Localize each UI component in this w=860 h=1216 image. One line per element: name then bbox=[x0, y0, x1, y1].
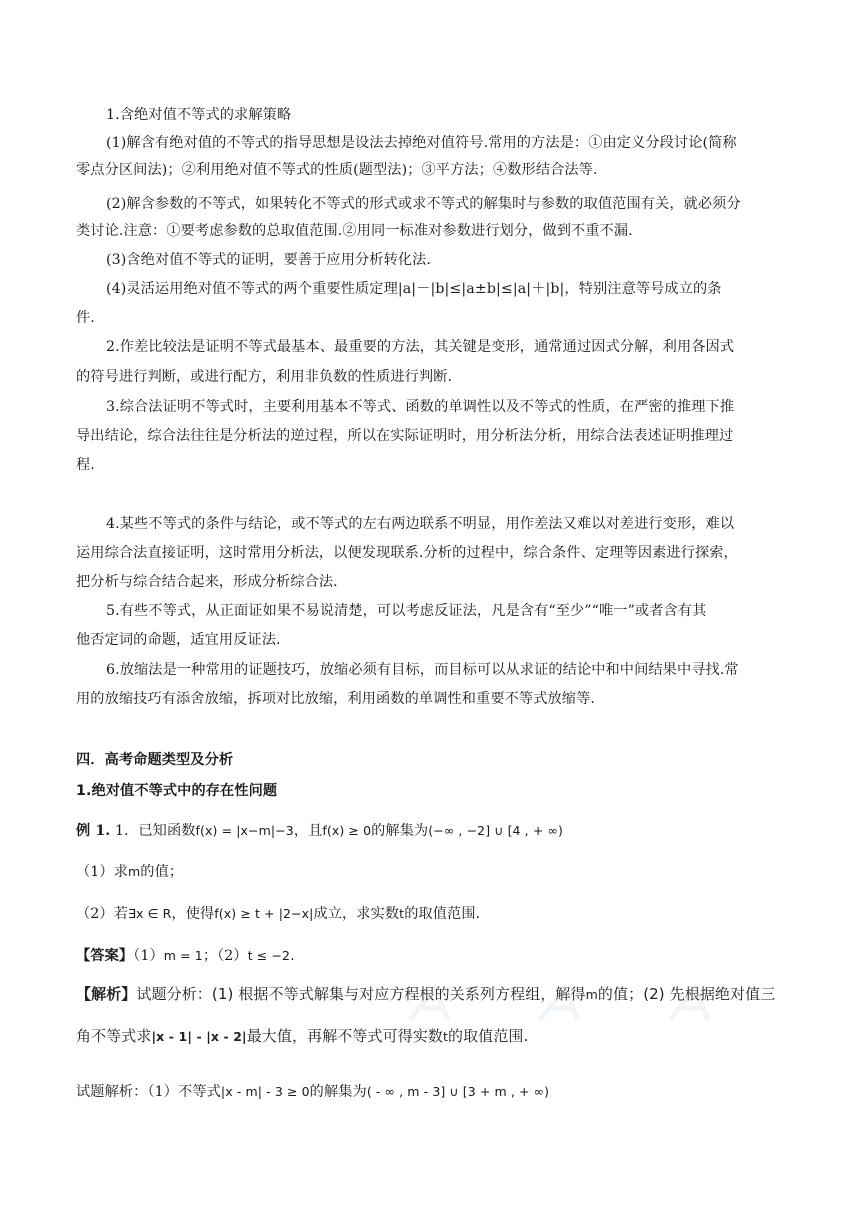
strategy-item-2-line-1: (2)解含参数的不等式，如果转化不等式的形式或求不等式的解集时与参数的取值范围有关，就必须分 bbox=[106, 196, 741, 212]
subsection-heading: 1.绝对值不等式中的存在性问题 bbox=[76, 783, 278, 799]
exists-condition: ∃x ∈ R bbox=[128, 906, 172, 921]
question-text: （2）若 bbox=[76, 906, 128, 922]
question-text: 的值； bbox=[140, 864, 184, 880]
method-2-line-1: 2.作差比较法是证明不等式最基本、最重要的方法，其关键是变形，通常通过因式分解，利用各因式 bbox=[106, 339, 735, 355]
example-number: 1． bbox=[114, 823, 139, 839]
watermark-logo bbox=[390, 980, 790, 1030]
analysis-expression: |x - 1| - |x - 2| bbox=[151, 1029, 247, 1044]
question-text: 成立，求实数 bbox=[313, 906, 400, 922]
method-5-line-2: 他否定词的命题，适宜用反证法. bbox=[76, 632, 281, 648]
strategy-item-4-line-2: 件. bbox=[76, 310, 95, 326]
analysis-label: 【解析】 bbox=[76, 985, 137, 1003]
question-text: 的取值范围. bbox=[404, 906, 481, 922]
answer-label: 【答案】 bbox=[76, 948, 134, 964]
example-text: 的解集为 bbox=[371, 823, 429, 839]
answer-value-1: m = 1 bbox=[163, 948, 203, 963]
question-1 bbox=[76, 858, 776, 886]
strategy-item-3: (3)含绝对值不等式的证明，要善于应用分析转化法. bbox=[106, 252, 432, 268]
solution-set: (−∞ , −2] ∪ [4 , + ∞) bbox=[428, 823, 563, 838]
variable-t: t bbox=[443, 1029, 449, 1044]
analysis-text: 试题分析：(1) 根据不等式解集与对应方程根的关系列方程组，解得 bbox=[136, 985, 586, 1003]
question-text: ，使得 bbox=[171, 906, 215, 922]
function-definition: f(x) = |x−m|−3 bbox=[195, 823, 294, 838]
answer-text: . bbox=[290, 948, 295, 964]
method-4-line-2: 运用综合法直接证明，这时常用分析法，以便发现联系.分析的过程中，综合条件、定理等因素进行探索， bbox=[76, 545, 738, 561]
section-heading: 四．高考命题类型及分析 bbox=[76, 752, 234, 768]
strategy-item-2-line-2: 类讨论.注意：①要考虑参数的总取值范围.②用同一标准对参数进行划分，做到不重不漏. bbox=[76, 223, 633, 239]
analysis-text: 最大值，再解不等式可得实数 bbox=[246, 1027, 443, 1045]
example-text: 已知函数 bbox=[138, 823, 196, 839]
question-2 bbox=[76, 900, 776, 928]
strategy-title: 1.含绝对值不等式的求解策略 bbox=[106, 107, 292, 123]
analysis-text: 角不等式求 bbox=[76, 1027, 152, 1045]
answer-line bbox=[76, 942, 776, 970]
method-4-line-1: 4.某些不等式的条件与结论，或不等式的左右两边联系不明显，用作差法又难以对差进行变形，难以 bbox=[106, 516, 735, 532]
example-label: 例 1. bbox=[76, 823, 111, 839]
variable-m: m bbox=[128, 864, 141, 879]
strategy-item-1-line-1: (1)解含有绝对值的不等式的指导思想是设法去掉绝对值符号.常用的方法是：①由定义分段讨论(简称 bbox=[106, 135, 737, 151]
inequality: f(x) ≥ 0 bbox=[322, 823, 372, 838]
strategy-item-1-line-2: 零点分区间法)；②利用绝对值不等式的性质(题型法)；③平方法；④数形结合法等. bbox=[76, 162, 598, 178]
analysis-text: 的取值范围. bbox=[448, 1027, 529, 1045]
question-text: （1）求 bbox=[76, 864, 128, 880]
variable-m: m bbox=[585, 987, 598, 1002]
solution-inequality: |x - m| - 3 ≥ 0 bbox=[220, 1084, 310, 1099]
example-text: ，且 bbox=[293, 823, 323, 839]
example-1-statement bbox=[76, 817, 776, 845]
method-3-line-1: 3.综合法证明不等式时，主要利用基本不等式、函数的单调性以及不等式的性质，在严密的推理下推 bbox=[106, 399, 735, 415]
method-2-line-2: 的符号进行判断，或进行配方，利用非负数的性质进行判断. bbox=[76, 369, 453, 385]
method-6-line-2: 用的放缩技巧有添舍放缩，拆项对比放缩，利用函数的单调性和重要不等式放缩等. bbox=[76, 691, 595, 707]
answer-value-2: t ≤ −2 bbox=[247, 948, 291, 963]
answer-text: （1） bbox=[133, 948, 164, 964]
answer-text: ；（2） bbox=[202, 948, 248, 964]
method-5-line-1: 5.有些不等式，从正面证如果不易说清楚，可以考虑反证法，凡是含有“至少”“唯一”或者含有其 bbox=[106, 603, 707, 619]
question-inequality: f(x) ≥ t + |2−x| bbox=[214, 906, 314, 921]
method-6-line-1: 6.放缩法是一种常用的证题技巧，放缩必须有目标，而目标可以从求证的结论中和中间结果中寻找.常 bbox=[106, 662, 739, 678]
solution-text: 试题解析：（1）不等式 bbox=[76, 1084, 221, 1100]
analysis-text: 的值；(2) 先根据绝对值三 bbox=[597, 985, 776, 1003]
variable-t: t bbox=[399, 906, 405, 921]
strategy-item-4-line-1: (4)灵活运用绝对值不等式的两个重要性质定理|a|－|b|≤|a±b|≤|a|＋|b|，特别注意等号成立的条 bbox=[106, 281, 722, 297]
solution-line bbox=[76, 1078, 776, 1106]
method-3-line-3: 程. bbox=[76, 457, 95, 473]
solution-set: ( - ∞ , m - 3] ∪ [3 + m , + ∞) bbox=[366, 1084, 550, 1099]
method-4-line-3: 把分析与综合结合起来，形成分析综合法. bbox=[76, 574, 338, 590]
method-3-line-2: 导出结论，综合法往往是分析法的逆过程，所以在实际证明时，用分析法分析，用综合法表述证明推理过 bbox=[76, 428, 734, 444]
solution-text: 的解集为 bbox=[309, 1084, 367, 1100]
